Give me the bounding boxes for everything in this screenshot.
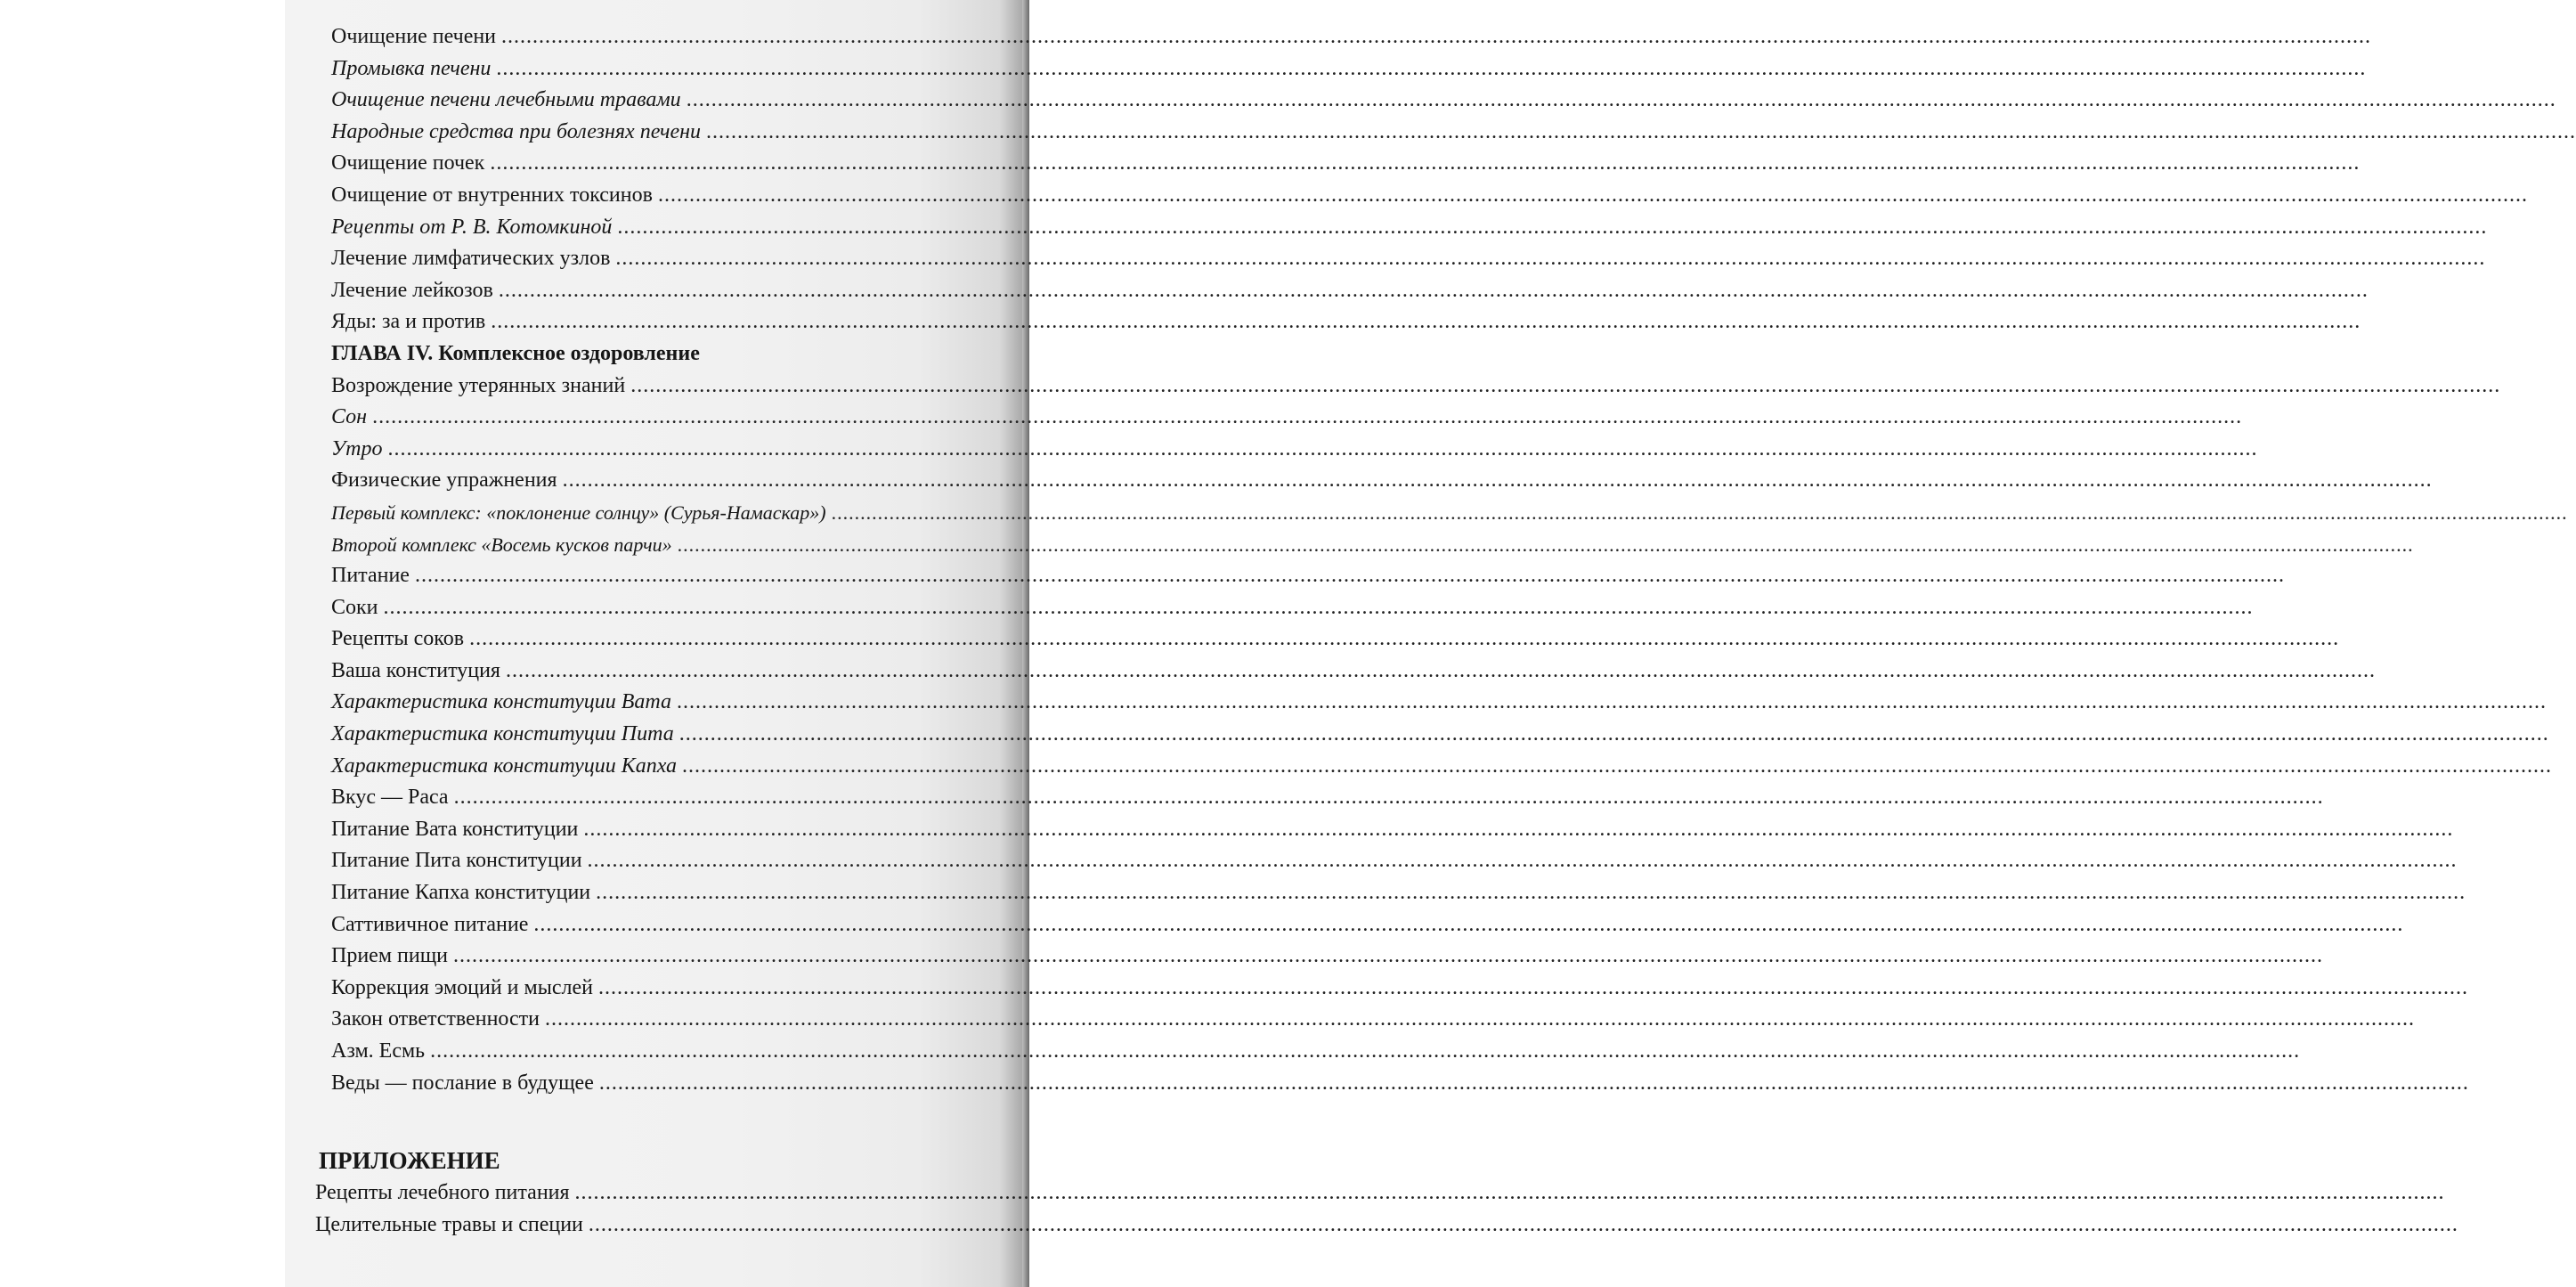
toc-entry	[331, 85, 2556, 117]
toc-entry	[331, 877, 2466, 909]
toc-entry-label: Физические упражнения	[331, 468, 557, 493]
toc-entry-label: Вкус — Раса	[331, 786, 449, 810]
dot-leader: ............................................................................................................................................................................................................................................................................................................	[682, 753, 2553, 778]
dot-leader: ............................................................................................................................................................................................................................................................................................................	[677, 690, 2548, 714]
toc-entry	[331, 212, 2488, 244]
dot-leader: ............................................................................................................................................................................................................................................................................................................	[588, 1212, 2458, 1236]
dot-leader: ............................................................................................................................................................................................................................................................................................................	[501, 25, 2372, 48]
toc-entry-label: Сон	[331, 405, 368, 429]
toc-entry-label: Рецепты от Р. В. Котомкиной	[331, 215, 613, 239]
toc-entry-label: Очищение от внутренних токсинов	[331, 183, 653, 207]
dot-leader: ............................................................................................................................................................................................................................................................................................................	[686, 88, 2556, 112]
toc-entry	[331, 53, 2367, 86]
toc-entry-label: Коррекция эмоций и мыслей	[331, 975, 593, 999]
dot-leader: ............................................................................................................................................................................................................................................................................................................	[430, 1039, 2301, 1063]
toc-entry-label: Лечение лейкозов	[331, 278, 493, 302]
toc-entry-label: Первый комплекс: «поклонение солнцу» (Сурья-Намаскар»)	[331, 501, 826, 524]
toc-entry	[331, 243, 2486, 275]
appendix-entry	[315, 1177, 2445, 1210]
toc-entry	[331, 275, 2369, 307]
toc-entry-label: Лечение лимфатических узлов	[331, 247, 611, 271]
toc-entry-label: Закон ответственности	[331, 1007, 540, 1031]
toc-entry	[331, 180, 2528, 212]
toc-entry	[331, 371, 2501, 403]
appendix-entry-label: Целительные травы и специи	[315, 1212, 583, 1236]
toc-entry	[331, 656, 2376, 688]
dot-leader: ............................................................................................................................................................................................................................................................................................................	[677, 533, 2414, 556]
toc-entry-label: Возрождение утерянных знаний	[331, 373, 626, 397]
toc-entry-label: Саттивичное питание	[331, 912, 529, 936]
dot-leader: ............................................................................................................................................................................................................................................................................................................	[545, 1007, 2416, 1031]
toc-entry	[331, 623, 2340, 656]
toc-entry-label: Азм. Есмь	[331, 1039, 426, 1063]
toc-entry	[331, 148, 2361, 180]
toc-entry	[331, 782, 2324, 814]
toc-entry	[331, 402, 2243, 434]
toc-entry-label: Характеристика конституции Вата	[331, 690, 672, 714]
dot-leader: ............................................................................................................................................................................................................................................................................................................	[383, 595, 2254, 619]
toc-entry	[331, 1036, 2301, 1068]
toc-entry-label: Веды — послание в будущее	[331, 1071, 594, 1095]
toc-entry	[331, 814, 2454, 846]
book-page	[285, 0, 2576, 1287]
dot-leader: ............................................................................................................................................................................................................................................................................................................	[583, 817, 2454, 841]
toc-entry	[331, 909, 2404, 941]
toc-entry	[331, 592, 2254, 624]
appendix-entry	[315, 1210, 2458, 1242]
dot-leader: ............................................................................................................................................................................................................................................................................................................	[372, 405, 2243, 429]
dot-leader: ............................................................................................................................................................................................................................................................................................................	[615, 247, 2486, 271]
dot-leader: ............................................................................................................................................................................................................................................................................................................	[679, 722, 2549, 746]
toc-entry	[331, 751, 2553, 783]
toc-entry	[331, 845, 2458, 877]
dot-leader: ............................................................................................................................................................................................................................................................................................................	[657, 183, 2528, 207]
dot-leader: ............................................................................................................................................................................................................................................................................................................	[498, 278, 2369, 302]
toc-entry	[331, 306, 2361, 338]
dot-leader: ............................................................................................................................................................................................................................................................................................................	[831, 501, 2568, 524]
toc-entry-label: Соки	[331, 595, 378, 619]
dot-leader: ............................................................................................................................................................................................................................................................................................................	[617, 215, 2488, 239]
toc-entry-label: Характеристика конституции Пита	[331, 722, 674, 746]
toc-entry-label: Питание Вата конституции	[331, 817, 579, 841]
dot-leader: ............................................................................................................................................................................................................................................................................................................	[630, 373, 2501, 397]
toc-entry	[331, 117, 2576, 149]
toc-entry-label: Прием пищи	[331, 944, 449, 968]
toc-entry-label: Ваша конституция	[331, 658, 500, 682]
toc-entry-label: Рецепты соков	[331, 627, 465, 651]
dot-leader: ............................................................................................................................................................................................................................................................................................................	[562, 468, 2433, 493]
toc-entry	[331, 21, 2372, 53]
toc-entry-label: Питание	[331, 564, 410, 588]
dot-leader: ............................................................................................................................................................................................................................................................................................................	[533, 912, 2404, 936]
toc-entry	[331, 497, 2568, 529]
toc-entry	[331, 465, 2433, 497]
dot-leader: ............................................................................................................................................................................................................................................................................................................	[587, 849, 2458, 873]
toc-entry	[331, 560, 2285, 592]
toc-entry-label: Очищение почек	[331, 151, 485, 175]
appendix-heading: ПРИЛОЖЕНИЕ	[319, 1147, 500, 1175]
dot-leader: ............................................................................................................................................................................................................................................................................................................	[387, 436, 2258, 460]
toc-entry-label: Промывка печени	[331, 56, 492, 80]
dot-leader: ............................................................................................................................................................................................................................................................................................................	[469, 627, 2340, 651]
dot-leader: ............................................................................................................................................................................................................................................................................................................	[505, 658, 2376, 682]
toc-entry-label: Утро	[331, 436, 383, 460]
toc-entry-label: ГЛАВА IV. Комплексное оздоровление	[331, 341, 700, 365]
dot-leader: ............................................................................................................................................................................................................................................................................................................	[596, 881, 2466, 905]
dot-leader: ............................................................................................................................................................................................................................................................................................................	[597, 975, 2468, 999]
toc-entry	[331, 687, 2548, 719]
toc-entry	[331, 434, 2258, 466]
toc-entry	[331, 719, 2549, 751]
dot-leader: ............................................................................................................................................................................................................................................................................................................	[706, 119, 2576, 143]
chapter-heading	[331, 338, 1026, 371]
toc-entry	[331, 529, 2414, 561]
dot-leader: ............................................................................................................................................................................................................................................................................................................	[453, 944, 2324, 968]
toc-entry-label: Второй комплекс «Восемь кусков парчи»	[331, 533, 672, 556]
toc-entry-label: Питание Капха конституции	[331, 881, 591, 905]
dot-leader: ............................................................................................................................................................................................................................................................................................................	[598, 1071, 2469, 1095]
toc-entry-label: Характеристика конституции Капха	[331, 753, 678, 778]
toc-entry-label: Народные средства при болезнях печени	[331, 119, 702, 143]
dot-leader: ............................................................................................................................................................................................................................................................................................................	[453, 786, 2324, 810]
dot-leader: ............................................................................................................................................................................................................................................................................................................	[414, 564, 2285, 588]
toc-entry-label: Очищение печени	[331, 25, 497, 48]
table-of-contents	[315, 21, 2576, 1241]
toc-entry	[331, 1068, 2469, 1100]
toc-entry-label: Питание Пита конституции	[331, 849, 582, 873]
toc-entry	[331, 1004, 2416, 1036]
toc-entry-label: Яды: за и против	[331, 310, 486, 334]
dot-leader: ............................................................................................................................................................................................................................................................................................................	[490, 151, 2361, 175]
toc-entry	[331, 973, 2468, 1005]
dot-leader: ............................................................................................................................................................................................................................................................................................................	[491, 310, 2361, 334]
toc-entry-label: Очищение печени лечебными травами	[331, 88, 681, 112]
appendix-entry-label: Рецепты лечебного питания	[315, 1181, 570, 1205]
dot-leader: ............................................................................................................................................................................................................................................................................................................	[496, 56, 2367, 80]
dot-leader: ............................................................................................................................................................................................................................................................................................................	[574, 1181, 2445, 1205]
toc-entry	[331, 941, 2324, 973]
